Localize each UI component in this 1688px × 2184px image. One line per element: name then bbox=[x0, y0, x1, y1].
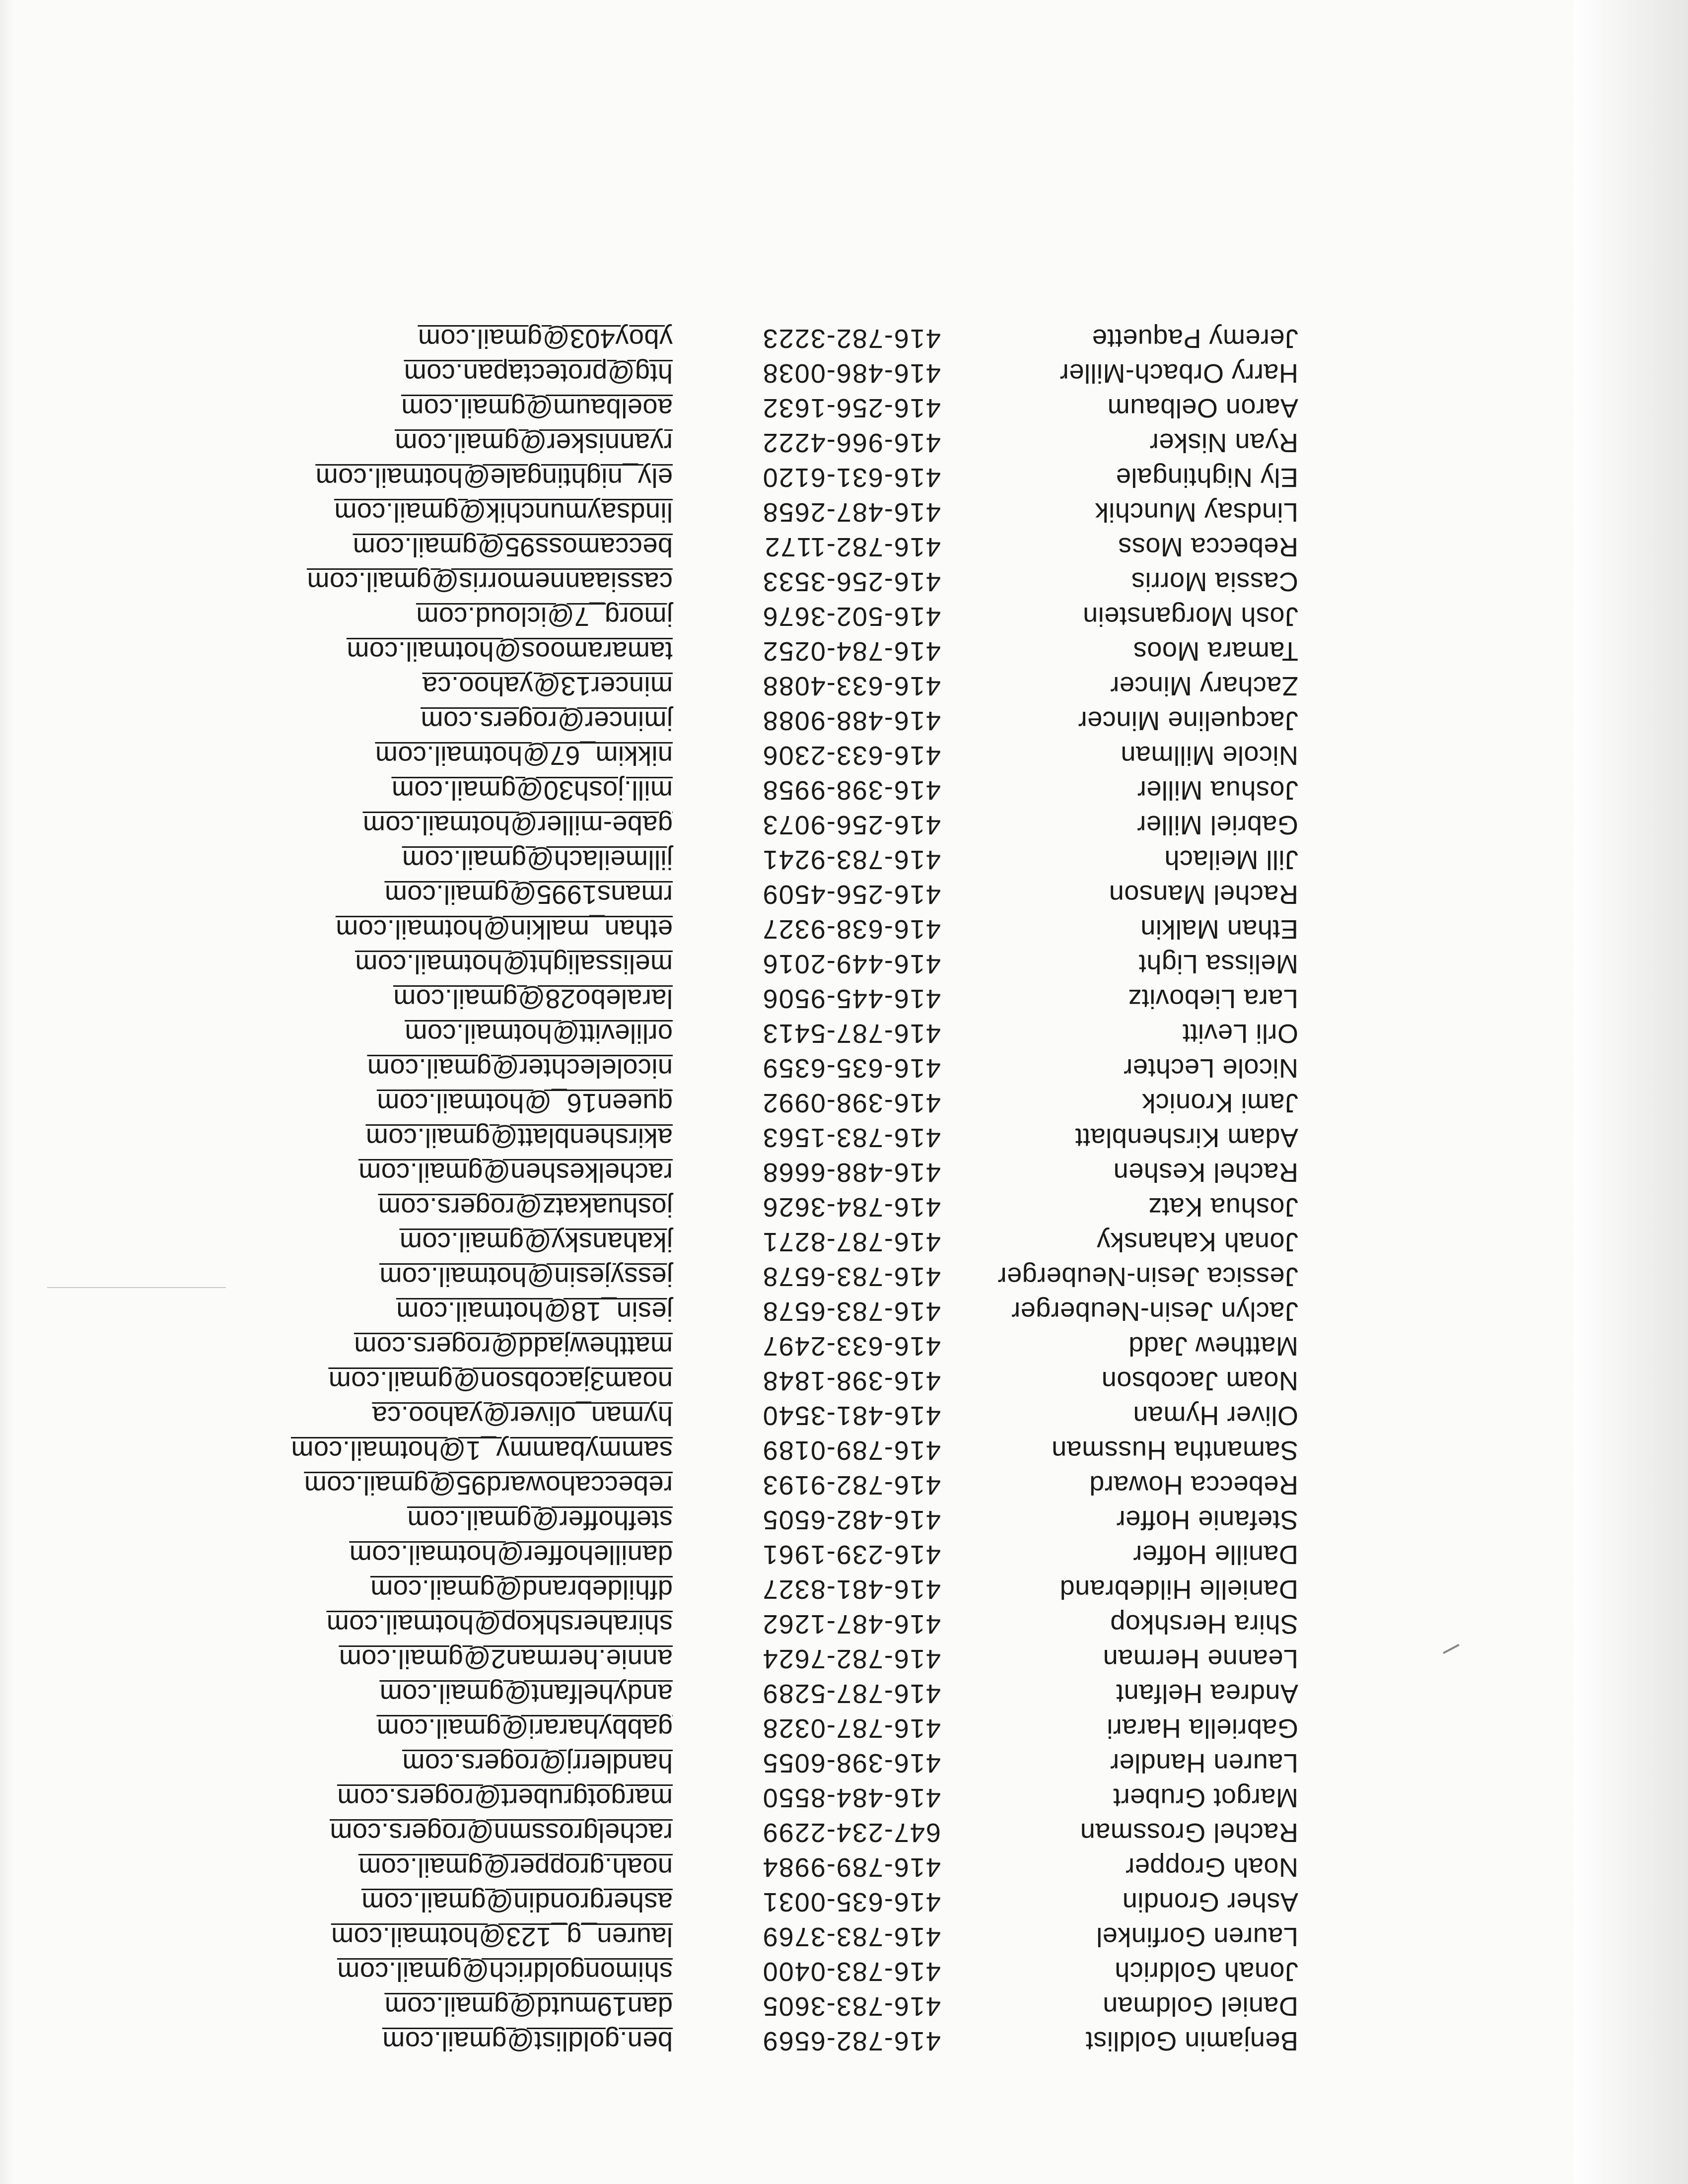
contact-entry bbox=[261, 1639, 1298, 1674]
contact-email[interactable]: joshuakatz@rogers.com bbox=[378, 1192, 673, 1222]
contact-name: Joshua Miller bbox=[1137, 775, 1298, 805]
contact-phone: 416-398-0992 bbox=[762, 1088, 941, 1118]
contact-name: Harry Orbach-Miller bbox=[1059, 358, 1298, 388]
contact-phone: 416-398-9958 bbox=[762, 775, 941, 805]
contact-directory bbox=[261, 319, 1298, 2056]
contact-name: Benjamin Goldlist bbox=[1085, 2026, 1298, 2056]
contact-name: Jonah Kahansky bbox=[1096, 1227, 1298, 1257]
contact-entry bbox=[261, 1535, 1298, 1570]
contact-phone: 416-635-0031 bbox=[762, 1887, 941, 1917]
contact-phone: 416-488-9088 bbox=[762, 706, 941, 736]
contact-entry bbox=[261, 493, 1298, 528]
contact-name: Nicole Millman bbox=[1120, 741, 1298, 770]
contact-email[interactable]: stefhoffer@gmail.com bbox=[407, 1505, 673, 1535]
contact-entry bbox=[261, 1987, 1298, 2022]
contact-phone: 416-784-0252 bbox=[762, 636, 941, 666]
contact-phone: 416-256-9073 bbox=[762, 810, 941, 840]
contact-name: Orli Levitt bbox=[1182, 1019, 1298, 1048]
contact-name: Lindsay Munchik bbox=[1095, 497, 1298, 527]
contact-phone: 416-487-1262 bbox=[762, 1609, 941, 1639]
contact-phone: 416-633-2306 bbox=[762, 741, 941, 770]
contact-entry bbox=[261, 1813, 1298, 1848]
contact-name: Jacqueline Mincer bbox=[1078, 706, 1298, 736]
contact-email[interactable]: noam3jacobson@gmail.com bbox=[328, 1366, 673, 1396]
contact-name: Jami Kronick bbox=[1141, 1088, 1298, 1118]
contact-email[interactable]: jesin_18@hotmail.com bbox=[396, 1297, 673, 1326]
contact-name: Tamara Moos bbox=[1133, 636, 1298, 666]
contact-email[interactable]: lauren_g_123@hotmail.com bbox=[331, 1922, 673, 1952]
contact-entry bbox=[261, 1292, 1298, 1327]
contact-name: Rachel Keshen bbox=[1113, 1158, 1298, 1187]
contact-entry bbox=[261, 736, 1298, 771]
contact-email[interactable]: hyman_oliver@yahoo.ca bbox=[372, 1401, 673, 1431]
contact-phone: 416-398-1848 bbox=[762, 1366, 941, 1396]
contact-name: Shira Hershkop bbox=[1110, 1609, 1298, 1639]
contact-email[interactable]: danillehoffer@hotmail.com bbox=[349, 1540, 673, 1570]
contact-name: Andrea Helfant bbox=[1116, 1679, 1298, 1708]
contact-phone: 416-782-3223 bbox=[762, 324, 941, 353]
contact-entry bbox=[261, 840, 1298, 875]
contact-email[interactable]: nicolelechter@gmail.com bbox=[367, 1053, 673, 1083]
contact-name: Cassia Morris bbox=[1131, 567, 1298, 597]
contact-entry bbox=[261, 1952, 1298, 1987]
contact-email[interactable]: melissalight@hotmail.com bbox=[354, 949, 673, 979]
contact-entry bbox=[261, 701, 1298, 736]
contact-name: Asher Grondin bbox=[1122, 1887, 1298, 1917]
contact-entry bbox=[261, 979, 1298, 1014]
contact-phone: 416-787-8271 bbox=[762, 1227, 941, 1257]
contact-phone: 416-484-8550 bbox=[762, 1783, 941, 1813]
contact-name: Samantha Hussman bbox=[1051, 1435, 1298, 1465]
contact-name: Melissa Light bbox=[1138, 949, 1298, 979]
contact-email[interactable]: ryannisker@gmail.com bbox=[395, 428, 673, 458]
contact-entry bbox=[261, 667, 1298, 701]
contact-entry bbox=[261, 1605, 1298, 1639]
contact-name: Margot Grubert bbox=[1113, 1783, 1298, 1813]
contact-entry bbox=[261, 1049, 1298, 1084]
contact-phone: 416-787-5413 bbox=[762, 1019, 941, 1048]
contact-name: Adam Kirshenblatt bbox=[1075, 1123, 1298, 1153]
contact-phone: 416-782-6569 bbox=[762, 2026, 941, 2056]
contact-entry bbox=[261, 1153, 1298, 1188]
contact-phone: 647-234-2299 bbox=[762, 1818, 941, 1847]
contact-name: Lauren Handler bbox=[1110, 1748, 1298, 1778]
contact-name: Noam Jacobson bbox=[1101, 1366, 1298, 1396]
contact-phone: 416-635-6359 bbox=[762, 1053, 941, 1083]
contact-name: Ethan Malkin bbox=[1140, 914, 1298, 944]
contact-phone: 416-239-1961 bbox=[762, 1540, 941, 1570]
contact-entry bbox=[261, 1848, 1298, 1883]
contact-entry bbox=[261, 1744, 1298, 1778]
contact-name: Daniel Goldman bbox=[1102, 1991, 1298, 2021]
contact-entry bbox=[261, 1778, 1298, 1813]
contact-phone: 416-782-7624 bbox=[762, 1644, 941, 1674]
contact-name: Danille Hoffer bbox=[1132, 1540, 1298, 1570]
contact-email[interactable]: andyhelfant@gmail.com bbox=[379, 1679, 673, 1708]
contact-phone: 416-782-1172 bbox=[764, 532, 941, 562]
contact-email[interactable]: annie.herman2@gmail.com bbox=[339, 1644, 673, 1674]
contact-name: Danielle Hildebrand bbox=[1059, 1574, 1298, 1604]
contact-email[interactable]: handlerrj@rogers.com bbox=[402, 1748, 673, 1778]
contact-entry bbox=[261, 1674, 1298, 1709]
contact-name: Gabriella Harari bbox=[1106, 1713, 1298, 1743]
contact-entry bbox=[261, 1014, 1298, 1049]
contact-phone: 416-633-4088 bbox=[762, 671, 941, 701]
contact-email[interactable]: jillmeilach@gmail.com bbox=[402, 845, 673, 875]
contact-entry bbox=[261, 1084, 1298, 1118]
contact-entry bbox=[261, 1501, 1298, 1535]
contact-email[interactable]: orlilevitt@hotmail.com bbox=[405, 1019, 673, 1048]
contact-phone: 416-502-3676 bbox=[762, 602, 941, 631]
contact-email[interactable]: noah.gropper@gmail.com bbox=[358, 1852, 673, 1882]
contact-phone: 416-782-9193 bbox=[762, 1470, 941, 1500]
contact-entry bbox=[261, 632, 1298, 667]
contact-entry bbox=[261, 562, 1298, 597]
contact-phone: 416-445-9506 bbox=[762, 984, 941, 1014]
contact-email[interactable]: queen16_@hotmail.com bbox=[376, 1088, 673, 1118]
contact-name: Joshua Katz bbox=[1148, 1192, 1298, 1222]
contact-phone: 416-783-9241 bbox=[762, 845, 941, 875]
contact-email[interactable]: gabe-miller@hotmail.com bbox=[362, 810, 673, 840]
contact-email[interactable]: dfhildebrand@gmail.com bbox=[370, 1574, 673, 1604]
contact-email[interactable]: rebeccahoward95@gmail.com bbox=[304, 1470, 673, 1500]
contact-name: Stefanie Hoffer bbox=[1116, 1505, 1298, 1535]
contact-entry bbox=[261, 771, 1298, 806]
contact-entry bbox=[261, 1223, 1298, 1257]
contact-entry bbox=[261, 597, 1298, 632]
contact-phone: 416-783-3605 bbox=[762, 1991, 941, 2021]
contact-phone: 416-488-6668 bbox=[762, 1158, 941, 1187]
contact-name: Rachel Manson bbox=[1109, 880, 1298, 909]
contact-phone: 416-784-3626 bbox=[762, 1192, 941, 1222]
contact-email[interactable]: laralebo28@gmail.com bbox=[393, 984, 673, 1014]
contact-name: Zachary Mincer bbox=[1110, 671, 1298, 701]
contact-entry bbox=[261, 354, 1298, 389]
contact-phone: 416-787-5289 bbox=[762, 1679, 941, 1708]
contact-entry bbox=[261, 458, 1298, 493]
contact-email[interactable]: jmincer@rogers.com bbox=[421, 706, 673, 736]
contact-email[interactable]: sammybammy_1@hotmail.com bbox=[290, 1435, 673, 1465]
contact-entry bbox=[261, 1917, 1298, 1952]
contact-name: Lauren Gorfinkel bbox=[1096, 1922, 1298, 1952]
contact-name: Leanne Herman bbox=[1103, 1644, 1298, 1674]
contact-entry bbox=[261, 1118, 1298, 1153]
contact-name: Rebecca Moss bbox=[1118, 532, 1298, 562]
contact-phone: 416-638-9327 bbox=[762, 914, 941, 944]
contact-entry bbox=[261, 1466, 1298, 1501]
contact-phone: 416-789-0189 bbox=[762, 1435, 941, 1465]
contact-phone: 416-783-6578 bbox=[762, 1297, 941, 1326]
contact-email[interactable]: rachelkeshen@gmail.com bbox=[358, 1158, 673, 1187]
contact-email[interactable]: akirshenblatt@gmail.com bbox=[365, 1123, 673, 1153]
contact-entry bbox=[261, 910, 1298, 945]
contact-phone: 416-486-0038 bbox=[762, 358, 941, 388]
contact-email[interactable]: shimongoldrich@gmail.com bbox=[337, 1957, 673, 1986]
contact-entry bbox=[261, 1362, 1298, 1396]
contact-phone: 416-481-3540 bbox=[762, 1401, 941, 1431]
contact-email[interactable]: jessyjesin@hotmail.com bbox=[379, 1262, 673, 1292]
contact-email[interactable]: mincer13@yahoo.ca bbox=[422, 671, 673, 701]
contact-entry bbox=[261, 1570, 1298, 1605]
contact-entry bbox=[261, 1883, 1298, 1917]
contact-phone: 416-631-6120 bbox=[762, 463, 941, 492]
contact-name: Jaclyn Jesin-Neuberger bbox=[1011, 1297, 1298, 1326]
contact-phone: 416-787-0328 bbox=[762, 1713, 941, 1743]
contact-entry bbox=[261, 423, 1298, 458]
contact-email[interactable]: jmorg_7@icloud.com bbox=[416, 602, 673, 631]
contact-email[interactable]: gabbyharari@gmail.com bbox=[376, 1713, 673, 1743]
contact-email[interactable]: tamaramoos@hotmail.com bbox=[346, 636, 673, 666]
contact-name: Josh Morganstein bbox=[1082, 602, 1298, 631]
contact-name: Jonah Goldrich bbox=[1114, 1957, 1298, 1986]
contact-name: Rebecca Howard bbox=[1089, 1470, 1298, 1500]
contact-name: Noah Gropper bbox=[1125, 1852, 1298, 1882]
contact-email[interactable]: margotgrubert@rogers.com bbox=[337, 1783, 673, 1813]
contact-email[interactable]: rachelgrossmn@rogers.com bbox=[329, 1818, 673, 1847]
contact-phone: 416-783-1563 bbox=[762, 1123, 941, 1153]
contact-phone: 416-256-4509 bbox=[762, 880, 941, 909]
contact-phone: 416-487-2658 bbox=[762, 497, 941, 527]
contact-phone: 416-633-2497 bbox=[762, 1331, 941, 1361]
contact-name: Nicole Lechter bbox=[1123, 1053, 1298, 1083]
contact-entry bbox=[261, 1327, 1298, 1362]
contact-entry bbox=[261, 1709, 1298, 1744]
contact-entry bbox=[261, 1257, 1298, 1292]
contact-email[interactable]: ely_nightingale@hotmail.com bbox=[315, 463, 673, 492]
contact-email[interactable]: matthewjadd@rogers.com bbox=[353, 1331, 673, 1361]
contact-phone: 416-256-3533 bbox=[762, 567, 941, 597]
contact-entry bbox=[261, 389, 1298, 423]
contact-entry bbox=[261, 2022, 1298, 2056]
contact-entry bbox=[261, 1188, 1298, 1223]
contact-email[interactable]: mill.josh30@gmail.com bbox=[391, 775, 673, 805]
contact-name: Aaron Oelbaum bbox=[1107, 393, 1298, 423]
contact-name: Ryan Nisker bbox=[1149, 428, 1298, 458]
contact-entry bbox=[261, 945, 1298, 979]
contact-entry bbox=[261, 875, 1298, 910]
contact-email[interactable]: beccamoss95@gmail.com bbox=[352, 532, 673, 562]
contact-email[interactable]: aoelbaum@gmail.com bbox=[401, 393, 673, 423]
contact-email[interactable]: ethan_malkin@hotmail.com bbox=[335, 914, 673, 944]
contact-email[interactable]: jkahansky@gmail.com bbox=[399, 1227, 673, 1257]
contact-entry bbox=[261, 806, 1298, 840]
contact-email[interactable]: rmans1995@gmail.com bbox=[384, 880, 673, 909]
contact-phone: 416-783-3769 bbox=[762, 1922, 941, 1952]
contact-phone: 416-481-8327 bbox=[762, 1574, 941, 1604]
contact-email[interactable]: ashergrondin@gmail.com bbox=[361, 1887, 673, 1917]
contact-name: Oliver Hyman bbox=[1132, 1401, 1298, 1431]
contact-name: Rachel Grossman bbox=[1080, 1818, 1298, 1847]
contact-phone: 416-482-6505 bbox=[762, 1505, 941, 1535]
contact-name: Jill Meilach bbox=[1164, 845, 1298, 875]
contact-phone: 416-398-6055 bbox=[762, 1748, 941, 1778]
contact-phone: 416-449-2016 bbox=[762, 949, 941, 979]
contact-phone: 416-256-1632 bbox=[762, 393, 941, 423]
contact-entry bbox=[261, 319, 1298, 354]
contact-phone: 416-966-4222 bbox=[762, 428, 941, 458]
contact-email[interactable]: cassiaannemorris@gmail.com bbox=[306, 567, 673, 597]
contact-email[interactable]: htg@protectapan.com bbox=[404, 358, 673, 388]
contact-email[interactable]: dan19mutd@gmail.com bbox=[384, 1991, 673, 2021]
contact-phone: 416-783-0400 bbox=[762, 1957, 941, 1986]
contact-email[interactable]: shirahershkop@hotmail.com bbox=[326, 1609, 673, 1639]
contact-email[interactable]: yboy403@gmail.com bbox=[418, 324, 673, 353]
contact-name: Ely Nightingale bbox=[1116, 463, 1298, 492]
contact-phone: 416-789-9984 bbox=[762, 1852, 941, 1882]
contact-name: Jeremy Paquette bbox=[1092, 324, 1298, 353]
contact-email[interactable]: nikkim_67@hotmail.com bbox=[375, 741, 673, 770]
contact-phone: 416-783-6578 bbox=[762, 1262, 941, 1292]
contact-name: Matthew Jadd bbox=[1128, 1331, 1298, 1361]
contact-name: Gabriel Miller bbox=[1136, 810, 1298, 840]
contact-entry bbox=[261, 528, 1298, 562]
contact-name: Jessica Jesin-Neuberger bbox=[997, 1262, 1298, 1292]
contact-email[interactable]: ben.goldlist@gmail.com bbox=[382, 2026, 673, 2056]
contact-entry bbox=[261, 1431, 1298, 1466]
contact-name: Lara Liebovitz bbox=[1127, 984, 1298, 1014]
contact-email[interactable]: lindsaymunchik@gmail.com bbox=[334, 497, 673, 527]
contact-entry bbox=[261, 1396, 1298, 1431]
